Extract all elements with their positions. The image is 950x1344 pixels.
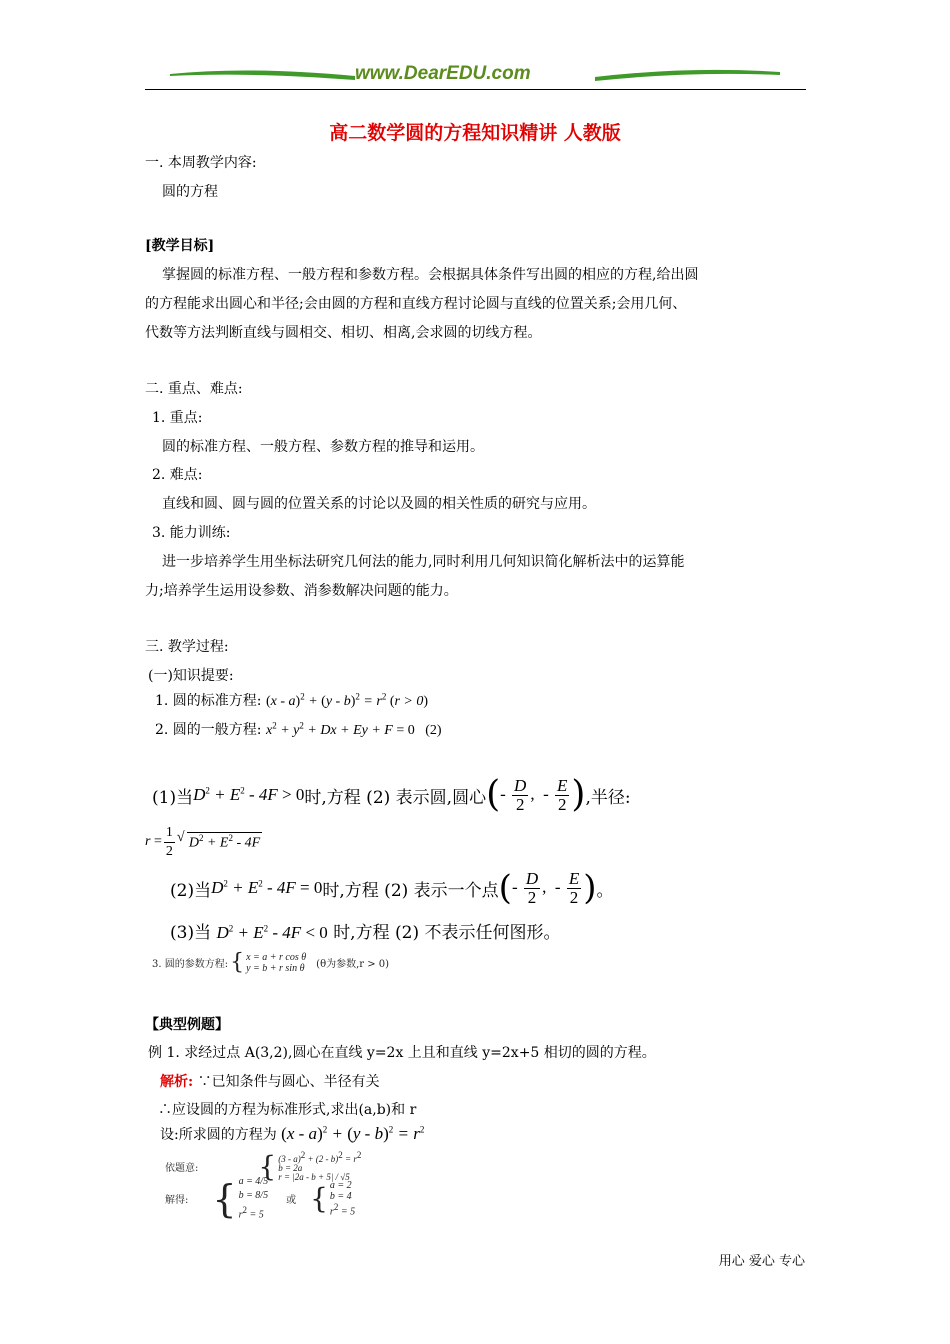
- header-rule: [145, 89, 806, 90]
- key-points-text: 圆的标准方程、一般方程、参数方程的推导和运用。: [162, 439, 484, 455]
- case3-prefix: (3)当: [170, 923, 212, 943]
- training-line-1: 进一步培养学生用坐标法研究几何法的能力,同时利用几何知识简化解析法中的运算能: [162, 554, 685, 570]
- standard-equation-label: 1. 圆的标准方程:: [155, 693, 262, 709]
- page-footer: 用心 爱心 专心: [718, 1254, 805, 1269]
- therefore-line: ∴应设圆的方程为标准形式,求出(a,b)和 r: [158, 1102, 417, 1118]
- goals-heading: [教学目标]: [145, 238, 215, 254]
- training-line-2: 力;培养学生运用设参数、消参数解决问题的能力。: [145, 583, 458, 599]
- case1-middle: 时,方程 (2) 表示圆,圆心: [304, 787, 487, 808]
- case1-line: (1)当 $D^2 + E^2 - 4F > 0$ 时,方程 (2) 表示圆,圆心 ( - $\frac{D}{2}$ , - $\frac{E}{2}$ ) ,半径:: [152, 774, 631, 815]
- solve-label: 解得:: [165, 1195, 189, 1207]
- radius-formula: r = $\frac{1}{2}$ √ $D^2 + E^2 - 4F$: [145, 824, 261, 859]
- training-label: 3. 能力训练:: [152, 525, 231, 541]
- case3-condition: $D^2 + E^2 - 4F < 0$: [216, 923, 328, 942]
- solution-2: a = 2 b = 4 $r^2 = 5$: [329, 1180, 356, 1218]
- case1-condition: $D^2 + E^2 - 4F > 0$: [193, 785, 305, 804]
- goals-line-2: 的方程能求出圆心和半径;会由圆的方程和直线方程讨论圆与直线的位置关系;会用几何、: [145, 296, 687, 312]
- case3-line: [170, 918, 560, 943]
- set-equation-label: 设:所求圆的方程为: [160, 1127, 277, 1143]
- example-1-text: 例 1. 求经过点 A(3,2),圆心在直线 y=2x 上且和直线 y=2x+5 相切的圆的方程。: [148, 1045, 656, 1061]
- case2-condition: $D^2 + E^2 - 4F = 0$: [211, 878, 323, 897]
- section1-heading: 一. 本周教学内容:: [145, 155, 257, 171]
- analysis-text: ∵已知条件与圆心、半径有关: [197, 1074, 380, 1090]
- parametric-equation-line: 3. 圆的参数方程: { x = a + r cos θ y = b + r sin θ (θ为参数,r > 0): [152, 950, 390, 975]
- parametric-formula: x = a + r cos θ y = b + r sin θ: [246, 951, 307, 974]
- case1-center: - $\frac{D}{2}$ , - $\frac{E}{2}$: [500, 775, 568, 814]
- goals-line-1: 掌握圆的标准方程、一般方程和参数方程。会根据具体条件写出圆的相应的方程,给出圆: [162, 267, 699, 283]
- case1-suffix: ,半径:: [585, 787, 631, 808]
- standard-equation-line: [155, 690, 428, 710]
- site-logo-text: www.DearEDU.com: [355, 63, 531, 84]
- page-title: 高二数学圆的方程知识精讲 人教版: [329, 122, 621, 144]
- case3-suffix: 时,方程 (2) 不表示任何图形。: [333, 923, 561, 943]
- case2-line: (2)当 $D^2 + E^2 - 4F = 0$ 时,方程 (2) 表示一个点 ( - $\frac{D}{2}$ , - $\frac{E}{2}$ ) 。: [170, 868, 614, 908]
- parametric-note: (θ为参数,r > 0): [316, 959, 390, 970]
- section3-heading: 三. 教学过程:: [145, 639, 229, 655]
- case1-prefix: (1)当: [152, 787, 194, 808]
- goals-line-3: 代数等方法判断直线与圆相交、相切、相离,会求圆的切线方程。: [145, 325, 542, 341]
- general-equation-line: [155, 719, 442, 739]
- general-equation-formula: $x^2 + y^2 + Dx + Ey + F = 0$ (2): [265, 720, 442, 738]
- difficulties-text: 直线和圆、圆与圆的位置关系的讨论以及圆的相关性质的研究与应用。: [162, 496, 596, 512]
- analysis-line: [160, 1071, 380, 1091]
- knowledge-summary-heading: (一)知识提要:: [148, 668, 234, 684]
- condition-equations: $(3 - a)^2 + (2 - b)^2 = r^2$ b = 2a r = |2a - b + 5| / √5: [278, 1150, 362, 1182]
- set-equation-line: [160, 1124, 424, 1144]
- case2-middle: 时,方程 (2) 表示一个点: [322, 880, 499, 901]
- general-equation-label: 2. 圆的一般方程:: [155, 722, 262, 738]
- solution-1: a = 4/5 b = 8/5 $r^2 = 5$: [238, 1176, 269, 1221]
- section2-heading: 二. 重点、难点:: [145, 381, 243, 397]
- analysis-label: 解析:: [160, 1074, 194, 1090]
- case2-prefix: (2)当: [170, 880, 212, 901]
- condition-system: 依题意: { $(3 - a)^2 + (2 - b)^2 = r^2$ b = 2a r = |2a - b + 5| / √5: [165, 1150, 362, 1183]
- set-equation-formula: $(x - a)^2 + (y - b)^2 = r^2$: [281, 1124, 425, 1143]
- case2-point: - $\frac{D}{2}$ , - $\frac{E}{2}$: [511, 868, 580, 907]
- parametric-label: 3. 圆的参数方程:: [152, 959, 229, 970]
- examples-heading: 【典型例题】: [145, 1017, 229, 1033]
- difficulties-label: 2. 难点:: [152, 467, 203, 483]
- condition-label: 依题意:: [165, 1163, 199, 1174]
- solution-system: 解得: { a = 4/5 b = 8/5 $r^2 = 5$ 或 { a = 2 b = 4 $r^2 = 5$: [165, 1176, 356, 1221]
- section1-content: 圆的方程: [162, 184, 218, 200]
- key-points-label: 1. 重点:: [152, 410, 203, 426]
- or-word: 或: [286, 1195, 297, 1207]
- standard-equation-formula: $(x - a)^2 + (y - b)^2 = r^2$ (r > 0): [265, 691, 429, 709]
